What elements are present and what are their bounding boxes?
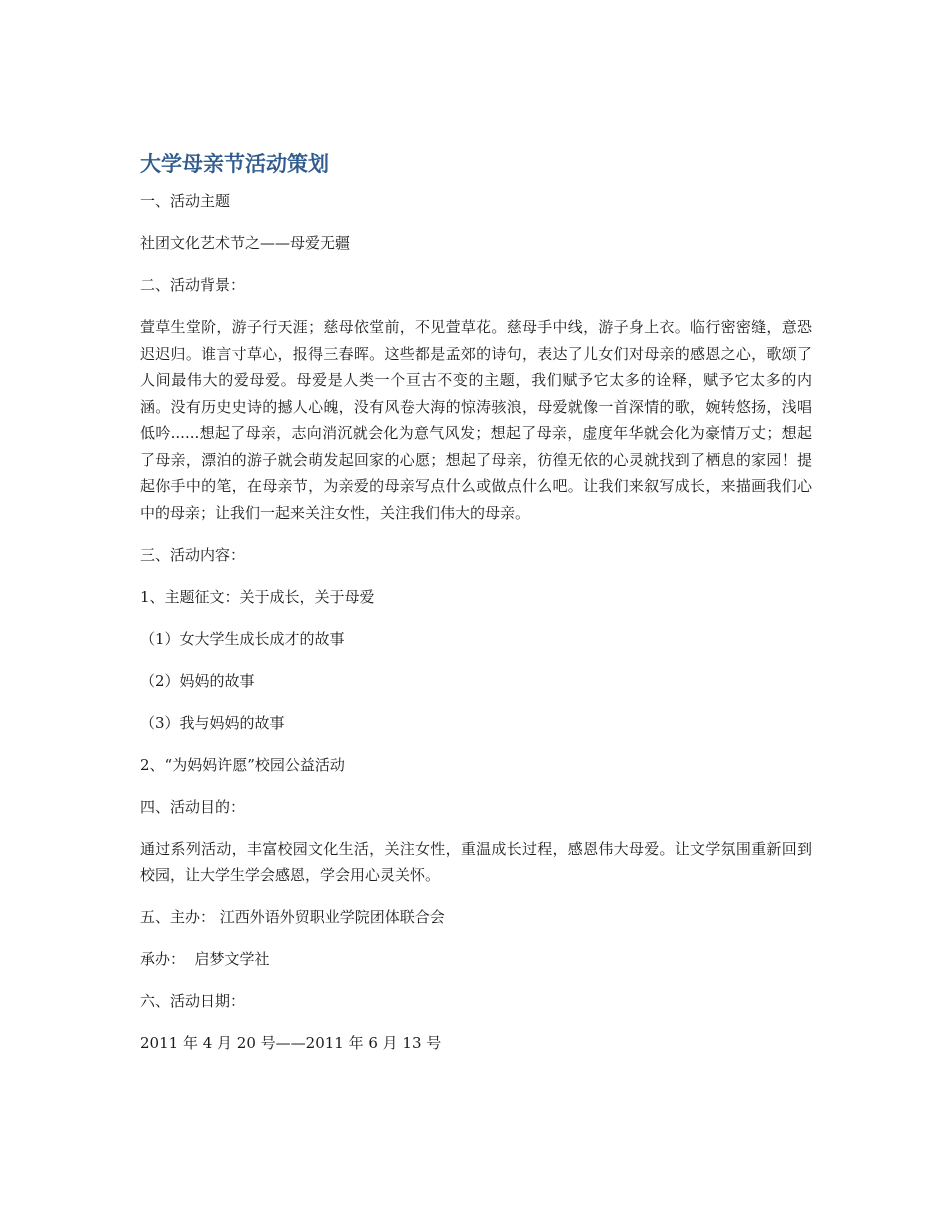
document-body [140, 148, 812, 1072]
purpose-text: 通过系列活动，丰富校园文化生活，关注女性，重温成长过程，感恩伟大母爱。让文学氛围重新回到校园，让大学生学会感恩，学会用心灵关怀。 [140, 839, 812, 884]
background-text: 萱草生堂阶，游子行天涯；慈母依堂前，不见萱草花。慈母手中线，游子身上衣。临行密密缝，意恐迟迟归。谁言寸草心，报得三春晖。这些都是孟郊的诗句，表达了儿女们对母亲的感恩之心，歌颂了人间最伟大的爱母爱。母爱是人类一个亘古不变的主题，我们赋予它太多的诠释，赋予它太多的内涵。没有历史史诗的撼人心魄，没有风卷大海的惊涛骇浪，母爱就像一首深情的歌，婉转悠扬，浅唱低吟......想起了母亲，志向消沉就会化为意气风发；想起了母亲，虚度年华就会化为豪情万丈；想起了母亲，漂泊的游子就会萌发起回家的心愿；想起了母亲，彷徨无依的心灵就找到了栖息的家园！提起你手中的笔，在母亲节，为亲爱的母亲写点什么或做点什么吧。让我们来叙写成长，来描画我们心中的母亲；让我们一起来关注女性，关注我们伟大的母亲。 [140, 318, 812, 522]
date-text: 2011 年 4 月 20 号——2011 年 6 月 13 号 [140, 1034, 442, 1052]
section-heading-background: 二、活动背景： [140, 276, 246, 294]
section-heading-theme: 一、活动主题 [140, 192, 231, 210]
content-subitem-1: （1）女大学生成长成才的故事 [140, 629, 345, 648]
content-item-essay: 1、主题征文：关于成长，关于母爱 [140, 587, 375, 606]
content-subitem-2: （2）妈妈的故事 [140, 671, 255, 690]
co-organizer-text: 承办： 启梦文学社 [140, 950, 270, 968]
content-item-wish: 2、“为妈妈许愿”校园公益活动 [140, 755, 345, 774]
organizer-text: 五、主办： 江西外语外贸职业学院团体联合会 [140, 908, 445, 926]
document-title: 大学母亲节活动策划 [140, 152, 329, 176]
section-heading-date: 六、活动日期： [140, 992, 246, 1010]
section-heading-purpose: 四、活动目的： [140, 797, 246, 816]
content-subitem-3: （3）我与妈妈的故事 [140, 713, 285, 732]
section-heading-content: 三、活动内容： [140, 545, 246, 564]
theme-text: 社团文化艺术节之——母爱无疆 [140, 234, 351, 252]
